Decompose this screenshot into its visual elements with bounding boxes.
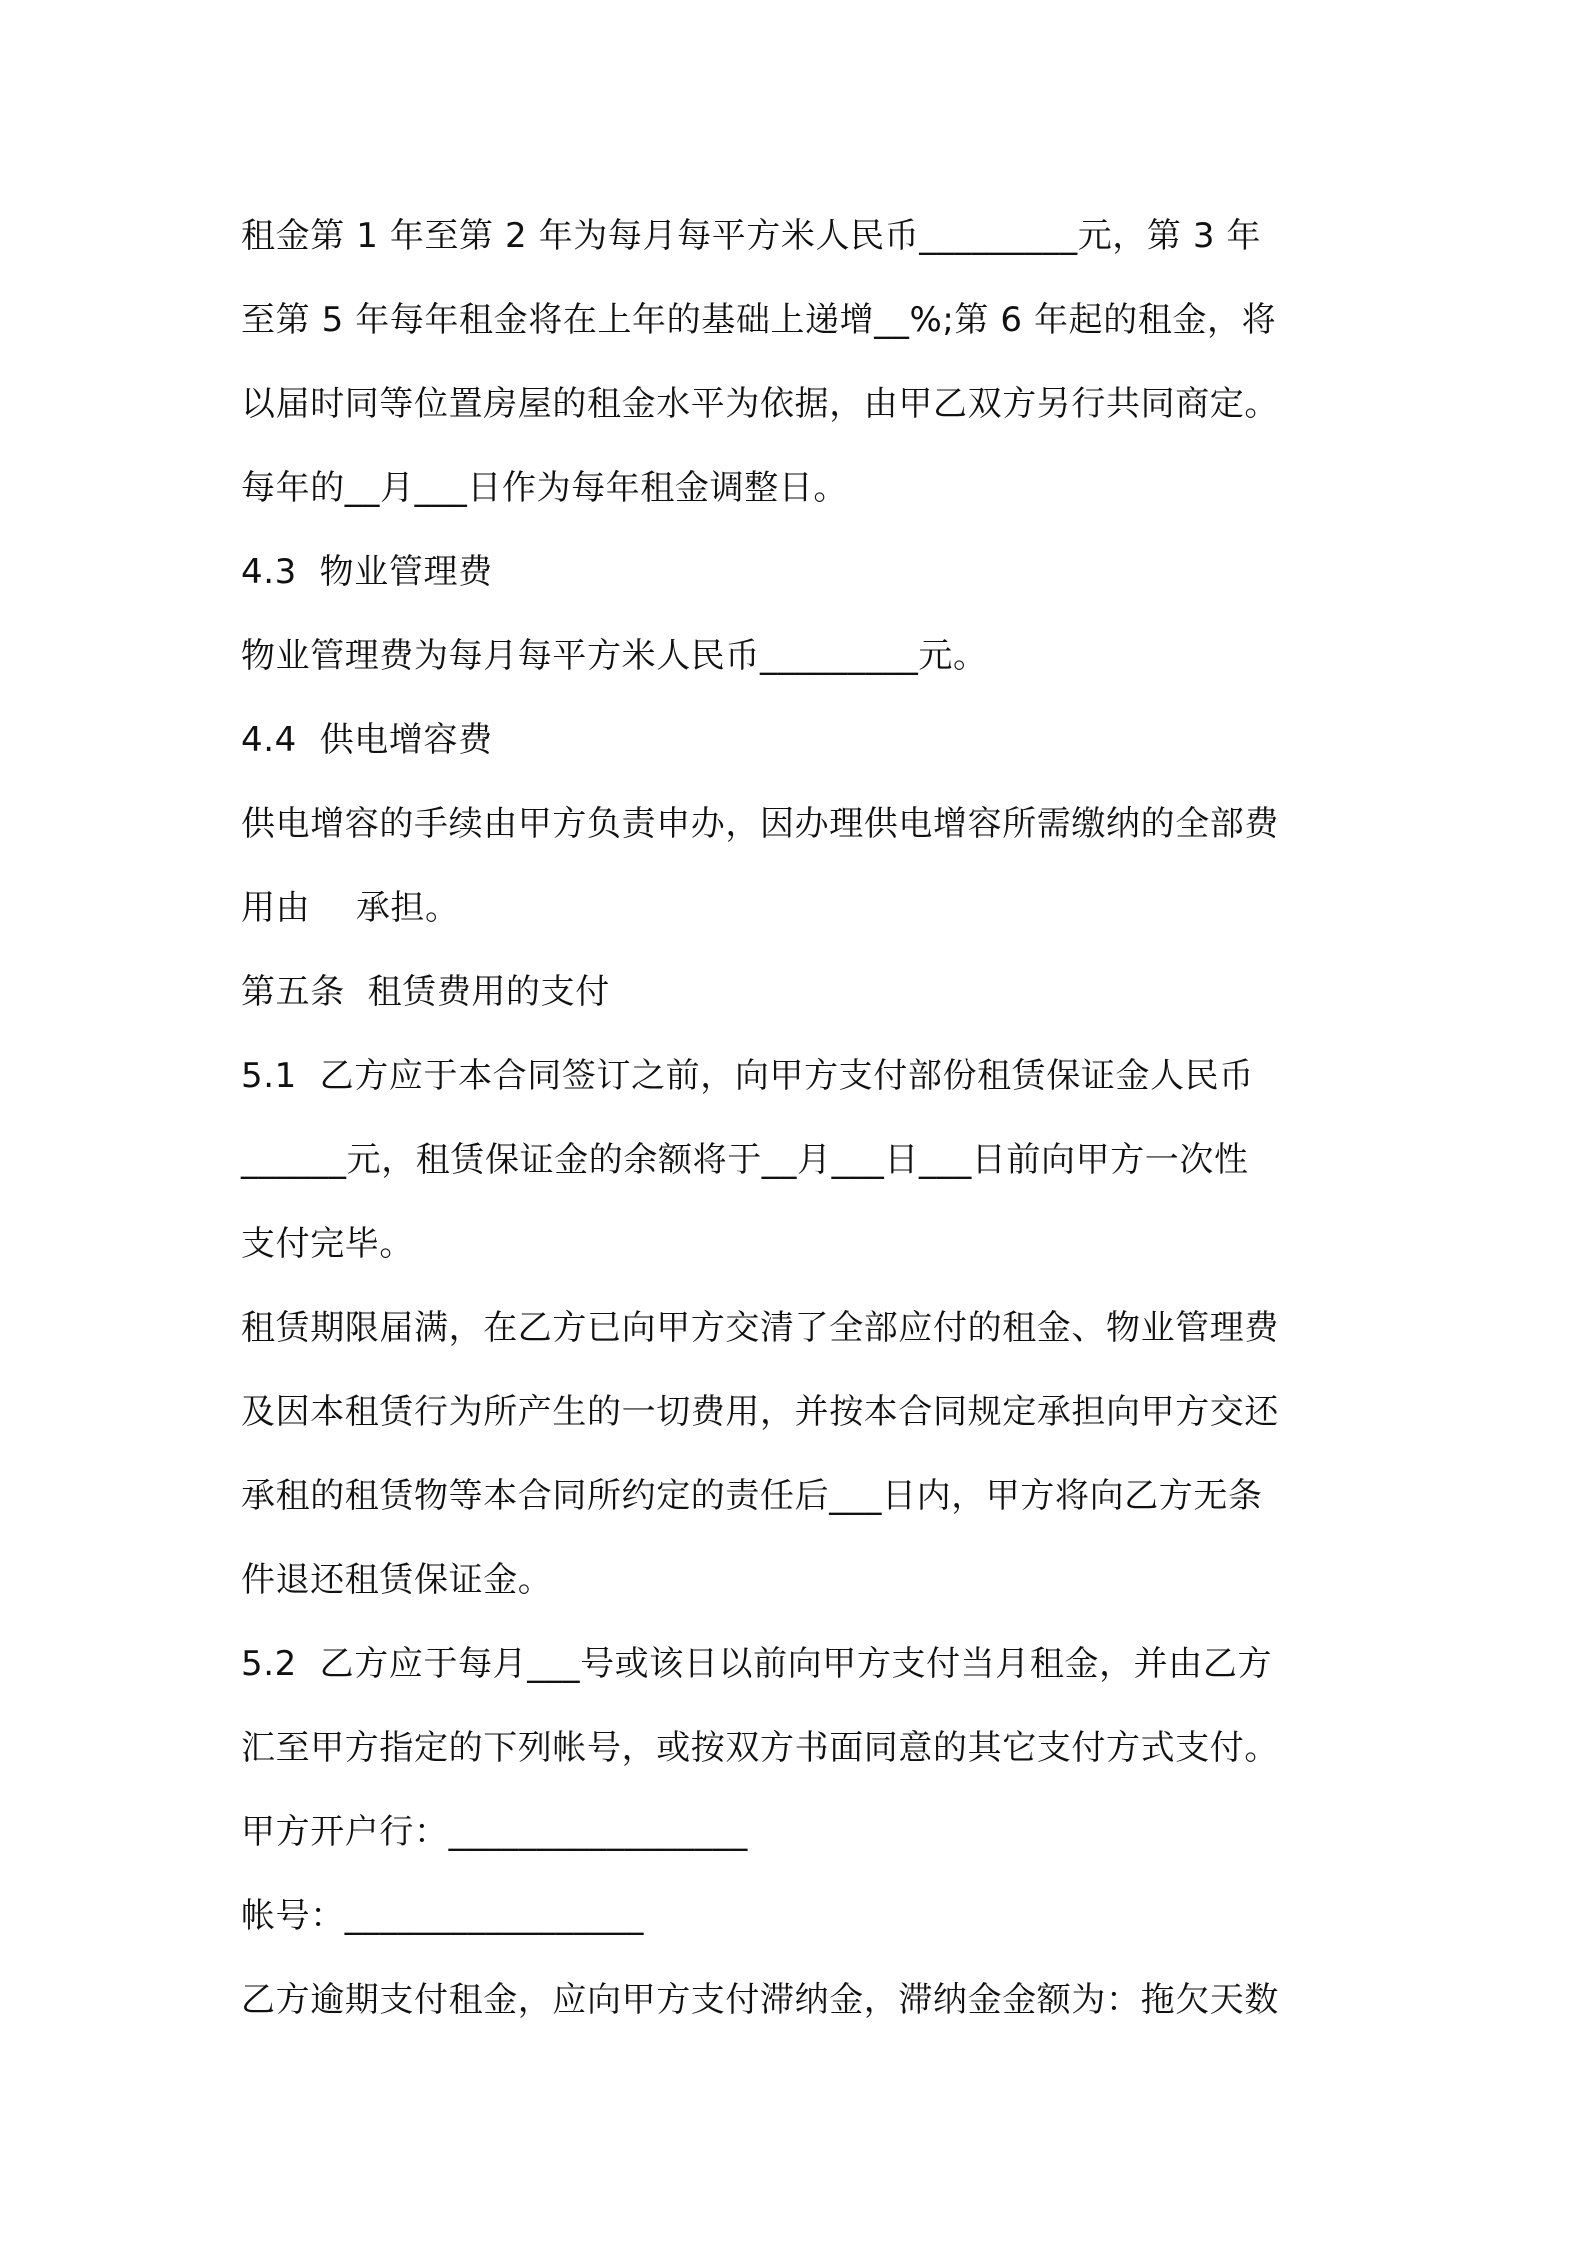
section-heading: 4.4 供电增容费 [241,720,493,760]
text-line: 以届时同等位置房屋的租金水平为依据，由甲乙双方另行共同商定。 [241,384,1279,424]
text-line: 用由 承担。 [241,888,460,928]
text-line: 每年的__月___日作为每年租金调整日。 [241,468,848,508]
text-line: 租赁期限届满，在乙方已向甲方交清了全部应付的租金、物业管理费 [241,1308,1279,1348]
text-line: 及因本租赁行为所产生的一切费用，并按本合同规定承担向甲方交还 [241,1392,1279,1432]
account-field-line: 帐号：_________________ [241,1896,644,1936]
text-line: 物业管理费为每月每平方米人民币_________元。 [241,636,988,676]
text-line: ______元，租赁保证金的余额将于__月___日___日前向甲方一次性 [241,1140,1249,1180]
text-line: 乙方逾期支付租金，应向甲方支付滞纳金，滞纳金金额为：拖欠天数 [241,1980,1279,2020]
text-line: 5.2 乙方应于每月___号或该日以前向甲方支付当月租金，并由乙方 [241,1644,1273,1684]
section-heading: 4.3 物业管理费 [241,552,493,592]
text-line: 5.1 乙方应于本合同签订之前，向甲方支付部份租赁保证金人民币 [241,1056,1254,1096]
text-line: 件退还租赁保证金。 [241,1560,553,1600]
text-line: 租金第 1 年至第 2 年为每月每平方米人民币_________元，第 3 年 [241,216,1262,256]
text-line: 供电增容的手续由甲方负责申办，因办理供电增容所需缴纳的全部费 [241,804,1279,844]
text-line: 支付完毕。 [241,1224,414,1264]
bank-field-line: 甲方开户行：_________________ [241,1812,748,1852]
text-line: 承租的租赁物等本合同所约定的责任后___日内，甲方将向乙方无条 [241,1476,1263,1516]
article-heading: 第五条 租赁费用的支付 [241,972,610,1012]
text-line: 汇至甲方指定的下列帐号，或按双方书面同意的其它支付方式支付。 [241,1728,1279,1768]
text-line: 至第 5 年每年租金将在上年的基础上递增__%;第 6 年起的租金，将 [241,300,1277,340]
document-body [241,194,1356,2042]
